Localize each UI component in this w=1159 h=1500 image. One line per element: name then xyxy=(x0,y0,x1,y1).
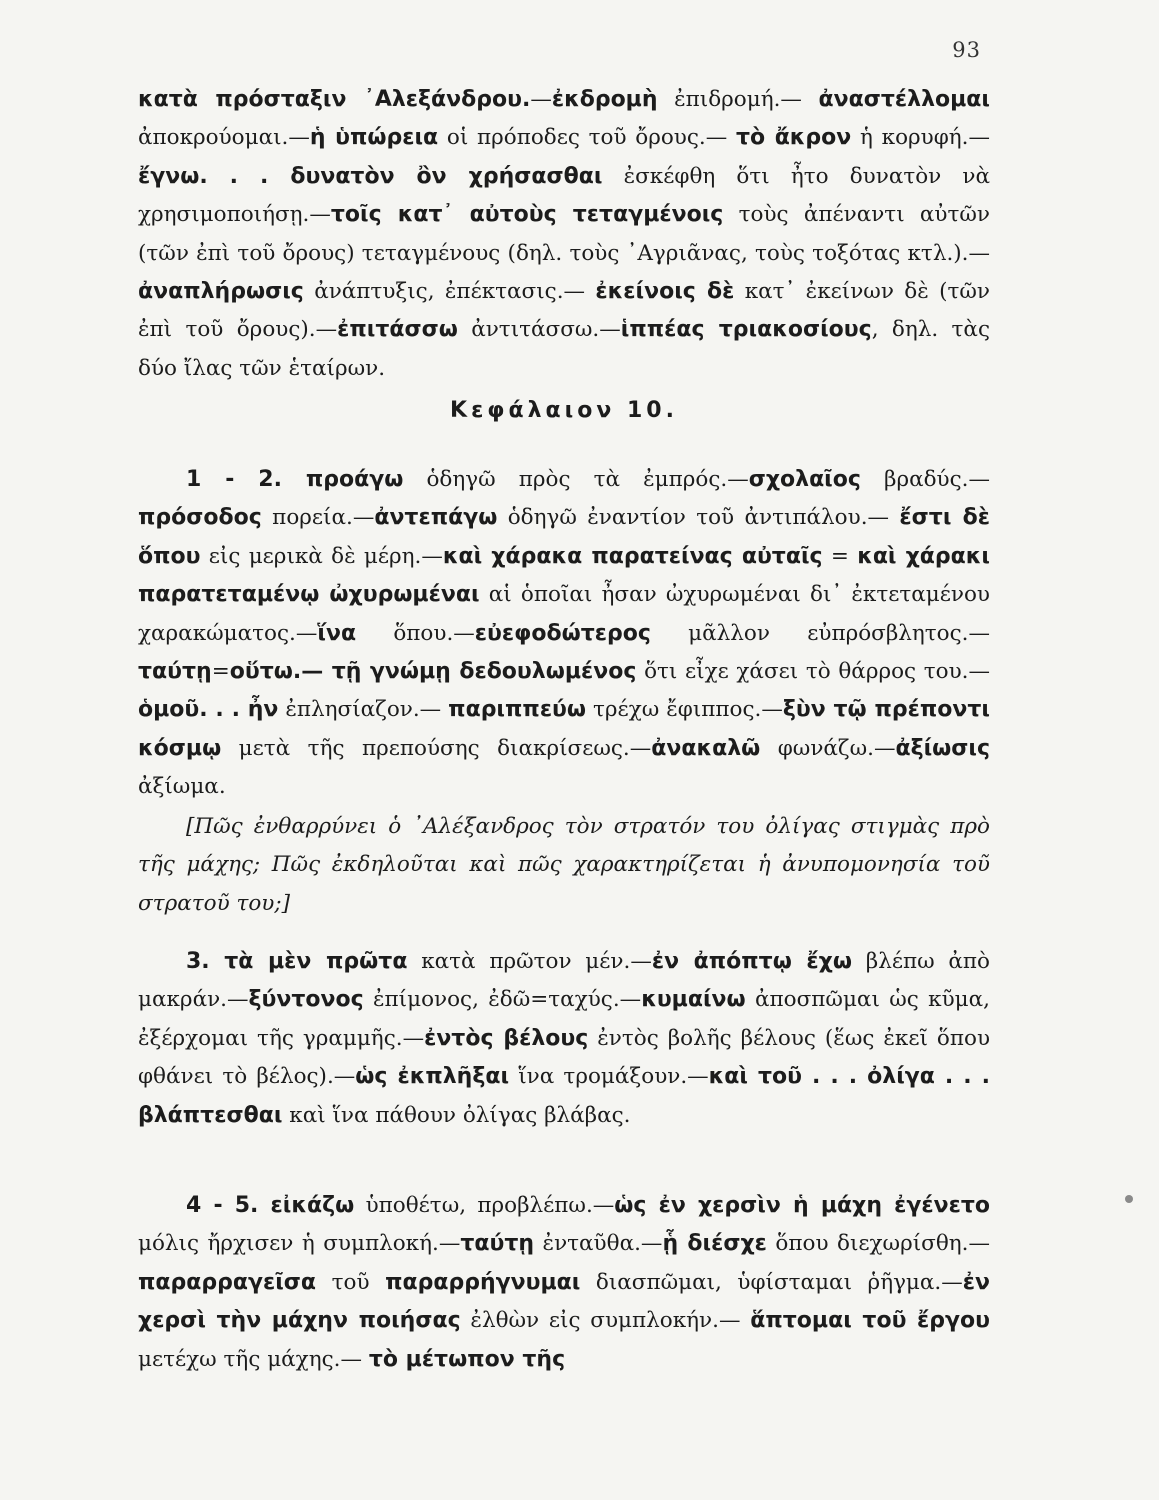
glossary-section-4-5 xyxy=(138,1187,990,1379)
ink-spot xyxy=(1125,1195,1133,1203)
gloss: διασπῶμαι, ὑφίσταμαι ῥῆγμα.— xyxy=(580,1269,963,1295)
lemma: ἐκδρομὴ xyxy=(551,87,658,112)
equals: = xyxy=(822,543,858,569)
lemma: τὸ ἄκρον xyxy=(735,125,852,151)
gloss: ἐπίμονος, ἐδῶ=ταχύς.— xyxy=(363,987,642,1013)
gloss: ὁδηγῶ ἐναντίον τοῦ ἀντιπάλου.— xyxy=(497,505,900,531)
lemma: τοῖς κατ᾿ αὐτοὺς τεταγμένοις xyxy=(330,202,724,228)
gloss: ἐσκέφθη ὅτι ἦτο δυνατὸν νὰ χρησιμοποιήσῃ.— xyxy=(138,163,990,228)
gloss: πορεία.— xyxy=(261,505,375,531)
gloss: ἀποσπῶμαι ὡς κῦμα, ἐξέρχομαι τῆς γραμμῆς.— xyxy=(138,987,990,1051)
page-number: 93 xyxy=(952,38,981,62)
gloss: κατ᾿ ἐκείνων δὲ (τῶν ἐπὶ τοῦ ὄρους).— xyxy=(138,279,990,343)
lemma: οὕτω.— τῇ γνώμῃ δεδουλωμένος xyxy=(229,659,637,685)
gloss: κατὰ πρῶτον μέν.— xyxy=(407,949,652,974)
gloss: ἡ κορυφή.— xyxy=(851,125,990,151)
gloss: ὁδηγῶ πρὸς τὰ ἐμπρός.— xyxy=(403,467,749,492)
lemma: ξὺν τῷ πρέποντι κόσμῳ xyxy=(138,697,990,761)
lemma: παραρρήγνυμαι xyxy=(385,1269,581,1295)
glossary-section-3 xyxy=(138,943,990,1135)
lemma: κατὰ πρόσταξιν ᾿Αλεξάνδρου. xyxy=(138,87,531,112)
gloss: ὅπου.— xyxy=(356,620,475,646)
gloss: βραδύς.— xyxy=(860,467,990,492)
gloss: μετέχω τῆς μάχης.— xyxy=(138,1346,369,1372)
gloss: ἀνάπτυξις, ἐπέκτασις.— xyxy=(303,279,596,305)
gloss: ἐλθὼν εἰς συμπλοκήν.— xyxy=(460,1308,751,1334)
lemma: παραρραγεῖσα xyxy=(138,1269,317,1295)
gloss: ὅτι εἶχε χάσει τὸ θάρρος του.— xyxy=(636,659,990,685)
lemma: ἵνα xyxy=(317,620,357,646)
lemma: ταύτῃ xyxy=(460,1231,535,1257)
lemma: εὐεφοδώτερος xyxy=(474,620,651,646)
lemma: καὶ τοῦ . . . ὀλίγα . . . βλάπτεσθαι xyxy=(138,1064,990,1128)
chapter-heading: Κεφάλαιον 10. xyxy=(450,398,678,423)
lemma: ἐντὸς βέλους xyxy=(424,1025,589,1051)
gloss: καὶ ἵνα πάθουν ὀλίγας βλάβας. xyxy=(282,1102,631,1128)
lemma: καὶ χάρακι παρατεταμένῳ ὠχυρωμέναι xyxy=(138,543,990,608)
lemma: ἐν ἀπόπτῳ ἔχω xyxy=(651,949,852,974)
gloss: ὑποθέτω, προβλέπω.— xyxy=(354,1193,615,1218)
equals: = xyxy=(211,659,230,685)
gloss: φωνάζω.— xyxy=(760,735,896,761)
lemma: παριππεύω xyxy=(448,697,587,723)
section-lemma: 1 - 2. προάγω xyxy=(186,467,404,492)
lemma: ἐν χερσὶ τὴν μάχην ποιήσας xyxy=(138,1269,990,1334)
gloss: ἀξίωμα. xyxy=(138,774,226,800)
gloss: οἱ πρόποδες τοῦ ὄρους.— xyxy=(438,125,736,151)
lemma: ἐκείνοις δὲ xyxy=(595,279,735,305)
lemma: ἔγνω. . . δυνατὸν ὂν χρήσασθαι xyxy=(138,163,603,189)
lemma: σχολαῖος xyxy=(748,467,861,492)
gloss: ἐπλησίαζον.— xyxy=(278,697,449,723)
lemma: ὁμοῦ. . . ἦν xyxy=(138,697,279,723)
glossary-section-1-2 xyxy=(138,461,990,807)
gloss: ἐπιδρομή.— xyxy=(657,87,819,112)
gloss: , δηλ. τὰς δύο ἴλας τῶν ἑταίρων. xyxy=(138,317,990,381)
study-question xyxy=(138,808,990,923)
gloss: μᾶλλον εὐπρόσβλητος.— xyxy=(650,620,990,646)
section-lemma: 3. τὰ μὲν πρῶτα xyxy=(186,949,408,974)
gloss: ἵνα τρομάξουν.— xyxy=(509,1064,709,1090)
study-question-text: [Πῶς ἐνθαρρύνει ὁ ᾿Αλέξανδρος τὸν στρατόν του ὀλίγας στιγμὰς πρὸ τῆς μάχης; Πῶς ἐκδηλοῦται καὶ πῶς χαρακτηρίζεται ἡ ἀνυπομονησία τοῦ στρατοῦ του;] xyxy=(138,814,990,916)
gloss: βλέπω ἀπὸ μακράν.— xyxy=(138,949,990,1013)
lemma: πρόσοδος xyxy=(138,505,262,531)
gloss: μετὰ τῆς πρεπούσης διακρίσεως.— xyxy=(221,735,652,761)
gloss: τοῦ xyxy=(316,1269,386,1295)
gloss: ἀντιτάσσω.— xyxy=(457,317,621,343)
gloss: ἐντὸς βολῆς βέλους (ἕως ἐκεῖ ὅπου φθάνει τὸ βέλος).— xyxy=(138,1025,991,1090)
lemma: καὶ χάρακα παρατείνας αὐταῖς xyxy=(442,543,823,569)
lemma: ὡς ἐν χερσὶν ἡ μάχη ἐγένετο xyxy=(614,1193,991,1218)
lemma: ἀναπλήρωσις xyxy=(138,279,304,305)
lemma: ἱππέας τριακοσίους xyxy=(620,317,872,343)
lemma: ξύντονος xyxy=(248,987,364,1013)
lemma: κυμαίνω xyxy=(641,987,746,1013)
lemma: ἐπιτάσσω xyxy=(337,317,458,343)
lemma: ἀνακαλῶ xyxy=(651,735,761,761)
lemma: ὡς ἐκπλῆξαι xyxy=(355,1064,510,1090)
gloss: ὅπου διεχωρίσθη.— xyxy=(766,1231,990,1257)
gloss: ἐνταῦθα.— xyxy=(534,1231,663,1257)
dash: — xyxy=(530,87,552,112)
gloss: μόλις ἤρχισεν ἡ συμπλοκή.— xyxy=(138,1231,461,1257)
gloss: αἱ ὁποῖαι ἦσαν ὠχυρωμέναι δι᾿ ἐκτεταμένου χαρακώματος.— xyxy=(138,582,990,646)
section-lemma: 4 - 5. εἰκάζω xyxy=(186,1193,355,1218)
glossary-paragraph-top xyxy=(138,81,990,388)
lemma: ἀντεπάγω xyxy=(374,505,498,531)
lemma: ἔστι δὲ ὅπου xyxy=(138,505,990,569)
gloss: ἀποκρούομαι.— xyxy=(138,125,310,151)
gloss: τρέχω ἔφιππος.— xyxy=(586,697,783,723)
lemma: ἀναστέλλομαι xyxy=(818,87,990,112)
lemma: ᾗ διέσχε xyxy=(662,1231,767,1257)
lemma: ἡ ὑπώρεια xyxy=(309,125,439,151)
gloss: τοὺς ἀπέναντι αὐτῶν (τῶν ἐπὶ τοῦ ὄρους) τεταγμένους (δηλ. τοὺς ᾿Αγριᾶνας, τοὺς τοξότας κτλ.).— xyxy=(138,202,991,266)
gloss: εἰς μερικὰ δὲ μέρη.— xyxy=(200,543,443,569)
lemma: ἀξίωσις xyxy=(895,735,991,761)
lemma: ταύτῃ xyxy=(138,659,212,685)
lemma: τὸ μέτωπον τῆς xyxy=(368,1346,566,1372)
lemma: ἅπτομαι τοῦ ἔργου xyxy=(750,1308,990,1334)
